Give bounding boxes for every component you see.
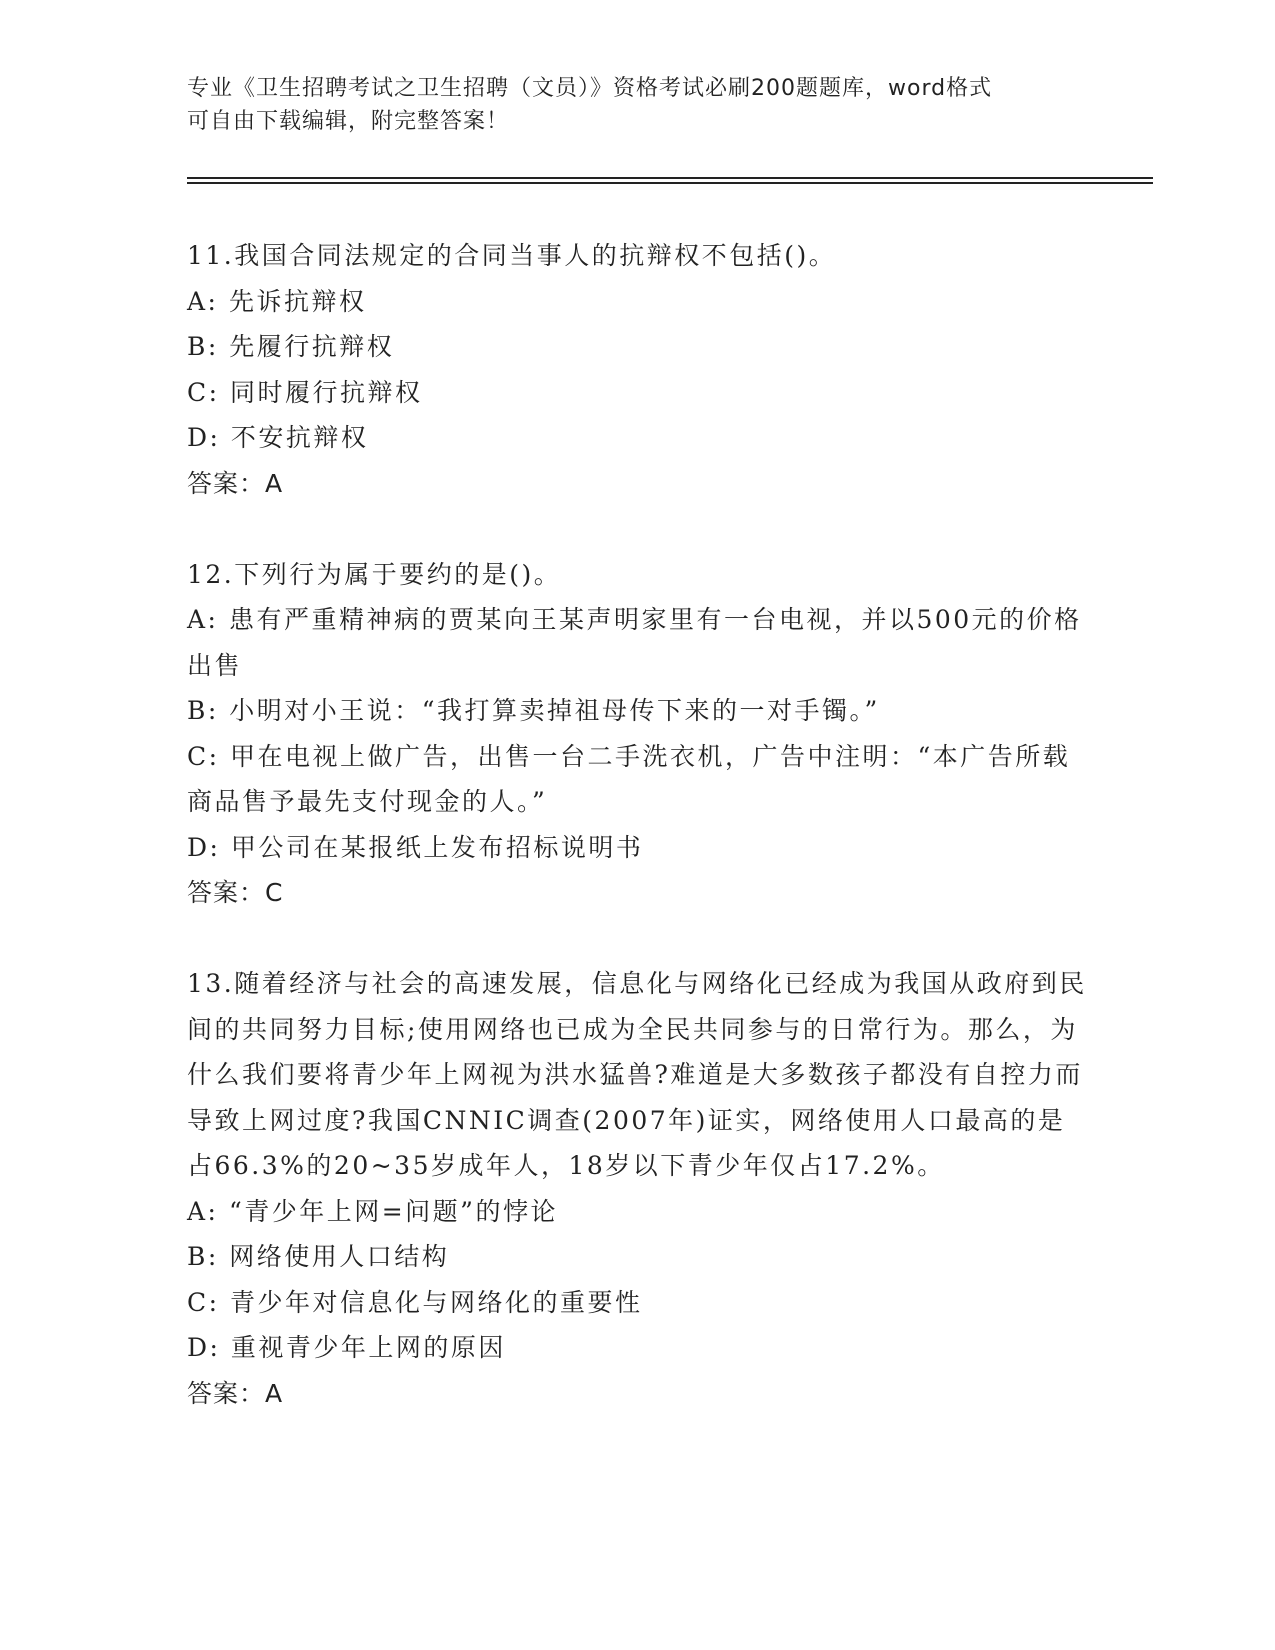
option-letter: B: bbox=[187, 1242, 219, 1271]
option-letter: B: bbox=[187, 332, 219, 361]
header-divider-bottom bbox=[187, 182, 1153, 184]
option-letter: C: bbox=[187, 741, 220, 771]
answer-line: 答案：C bbox=[187, 878, 284, 907]
option-text: 先诉抗辩权 bbox=[228, 286, 367, 316]
answer-line: 答案：A bbox=[187, 1378, 284, 1408]
option-a bbox=[187, 279, 1087, 325]
option-c bbox=[187, 734, 1087, 825]
option-text: 甲公司在某报纸上发布招标说明书 bbox=[230, 832, 644, 862]
option-text: 先履行抗辩权 bbox=[229, 332, 395, 361]
option-letter: B: bbox=[187, 696, 219, 725]
option-text: 甲在电视上做广告，出售一台二手洗衣机，广告中注明：“本广告所载商品售予最先支付现金的人。” bbox=[187, 741, 1071, 816]
option-c bbox=[187, 370, 1087, 416]
document-header bbox=[187, 72, 1067, 138]
option-a bbox=[187, 597, 1087, 688]
option-text: 患有严重精神病的贾某向王某声明家里有一台电视，并以500元的价格出售 bbox=[187, 605, 1082, 680]
question-list bbox=[187, 233, 1087, 1462]
question-item bbox=[187, 233, 1087, 506]
option-letter: D: bbox=[187, 832, 221, 862]
option-letter: C: bbox=[187, 1287, 220, 1317]
option-letter: A: bbox=[187, 286, 219, 316]
question-stem: 11.我国合同法规定的合同当事人的抗辩权不包括()。 bbox=[187, 241, 837, 270]
option-c bbox=[187, 1280, 1087, 1326]
option-d bbox=[187, 1325, 1087, 1371]
question-stem: 12.下列行为属于要约的是()。 bbox=[187, 559, 562, 589]
option-text: 网络使用人口结构 bbox=[229, 1242, 450, 1271]
option-letter: C: bbox=[187, 377, 220, 407]
question-item bbox=[187, 961, 1087, 1416]
option-b bbox=[187, 1234, 1087, 1280]
option-letter: A: bbox=[187, 1196, 219, 1226]
option-text: 不安抗辩权 bbox=[230, 423, 369, 452]
option-text: 重视青少年上网的原因 bbox=[230, 1333, 506, 1362]
option-a bbox=[187, 1189, 1087, 1235]
option-letter: D: bbox=[187, 1333, 221, 1362]
option-letter: A: bbox=[187, 605, 219, 634]
option-letter: D: bbox=[187, 423, 221, 452]
option-text: 青少年对信息化与网络化的重要性 bbox=[230, 1287, 643, 1317]
option-b bbox=[187, 324, 1087, 370]
option-b bbox=[187, 688, 1087, 734]
question-item bbox=[187, 552, 1087, 916]
question-stem: 13.随着经济与社会的高速发展，信息化与网络化已经成为我国从政府到民间的共同努力目标;使用网络也已成为全民共同参与的日常行为。那么，为什么我们要将青少年上网视为洪水猛兽?难道是大多数孩子都没有自控力而导致上网过度?我国CNNIC调查(2007年)证实，网络使用人口最高的是占66.3%的20~35岁成年人，18岁以下青少年仅占17.2%。 bbox=[187, 969, 1087, 1180]
option-d bbox=[187, 415, 1087, 461]
option-d bbox=[187, 825, 1087, 871]
header-title-line-1: 专业《卫生招聘考试之卫生招聘（文员）》资格考试必刷200题题库，word格式 bbox=[187, 76, 993, 101]
header-title-line-2: 可自由下载编辑，附完整答案！ bbox=[187, 109, 510, 134]
option-text: “青少年上网=问题”的悖论 bbox=[228, 1196, 558, 1226]
option-text: 同时履行抗辩权 bbox=[230, 377, 423, 407]
header-divider-top bbox=[187, 177, 1153, 179]
answer-line: 答案：A bbox=[187, 468, 284, 498]
option-text: 小明对小王说：“我打算卖掉祖母传下来的一对手镯。” bbox=[229, 696, 880, 725]
